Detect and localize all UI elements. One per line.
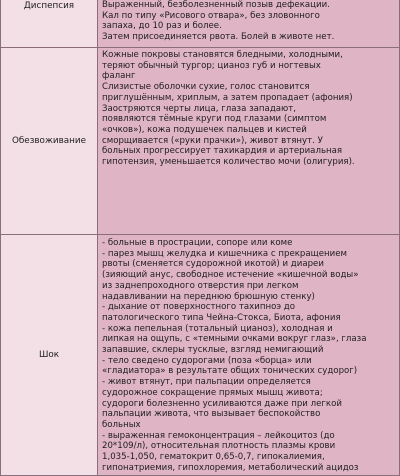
table-row-dehydration: [1, 48, 400, 235]
description-line: - кожа пепельная (тотальный цианоз), холодная и: [102, 323, 333, 334]
description-line: липкая на ощупь, с «темными очками вокруг глаз», глаза: [102, 334, 367, 345]
description-line: Кожные покровы становятся бледными, холодными,: [102, 50, 343, 60]
description-line: - больные в прострации, сопоре или коме: [102, 238, 293, 248]
description-line: сморщивается («руки прачки»), живот втянут. У: [102, 135, 323, 146]
symptoms-table-body: [1, 0, 400, 476]
description-line: Заостряются черты лица, глаза западают,: [102, 103, 296, 114]
description-line: - парез мышц желудка и кишечника с прекращением: [102, 248, 348, 259]
row-description-cell: [98, 0, 400, 48]
description-line: - выраженная гемоконцентрация – лейкоцитоз (до: [102, 430, 335, 441]
description-line: 1,035-1,050, гематокрит 0,65-0,7, гипокалиемия,: [102, 452, 325, 463]
description-line: (зияющий анус, свободное истечение «кишечной воды»: [102, 270, 359, 281]
description-line: Кал по типу «Рисового отвара», без зловонного: [102, 10, 320, 21]
description-line: «очков»), кожа подушечек пальцев и кистей: [102, 124, 307, 135]
row-label-cell: [1, 0, 98, 48]
table-row-dyspepsia: [1, 0, 400, 48]
description-line: больных прогрессирует тахикардия и артериальная: [102, 146, 343, 157]
row-description-cell: [98, 235, 400, 476]
description-line: пальпации живота, что вызывает беспокойство: [102, 409, 321, 420]
description-line: появляются тёмные круги под глазами (симптом: [102, 114, 327, 125]
row-description-cell: [98, 48, 400, 235]
description-line: рвоты (сменяется судорожной икотой) и диареи: [102, 259, 324, 270]
description-line: судорожное сокращение прямых мышц живота;: [102, 387, 323, 398]
description-line: Выраженный, безболезненный позыв дефекации.: [102, 0, 330, 10]
description-line: патологического типа Чейна-Стокса, Биота, афония: [102, 312, 341, 323]
description-line: Затем присоединяется рвота. Болей в животе нет.: [102, 32, 335, 43]
description-line: фаланг: [102, 71, 136, 82]
description-line: запавшие, склеры тусклые, взгляд немигающий: [102, 345, 324, 356]
row-label: Шок: [38, 349, 60, 360]
row-label: Диспепсия: [23, 1, 75, 11]
row-label-cell: [1, 48, 98, 235]
description-line: надавливании на переднюю брюшную стенку): [102, 291, 315, 302]
description-line: 20*109/л), относительная плотность плазмы крови: [102, 441, 336, 452]
description-line: гипотензия, уменьшается количество мочи (олигурия).: [102, 157, 355, 168]
table-row-shock: [1, 235, 400, 476]
row-label: Обезвоживание: [11, 135, 87, 146]
description-line: - дыхание от поверхностного тахипноэ до: [102, 302, 295, 313]
description-line: «гладиатора» в результате общих тонических судорог): [102, 366, 358, 377]
description-line: приглушённым, хриплым, а затем пропадает (афония): [102, 92, 353, 103]
description-line: Слизистые оболочки сухие, голос становится: [102, 82, 310, 93]
row-label-cell: [1, 235, 98, 476]
description-line: теряют обычный тургор; цианоз губ и ногтевых: [102, 60, 321, 71]
description-line: - живот втянут, при пальпации определяется: [102, 377, 311, 388]
description-line: больных: [102, 419, 141, 430]
description-line: - тело сведено судорогами (поза «борца» или: [102, 355, 312, 366]
description-line: гипонатриемия, гипохлоремия, метаболический ацидоз: [102, 462, 359, 473]
description-line: из заднепроходного отверстия при легком: [102, 280, 299, 291]
description-line: запаха, до 10 раз и более.: [102, 21, 222, 32]
description-line: судороги болезненно усиливаются даже при легкой: [102, 398, 342, 409]
